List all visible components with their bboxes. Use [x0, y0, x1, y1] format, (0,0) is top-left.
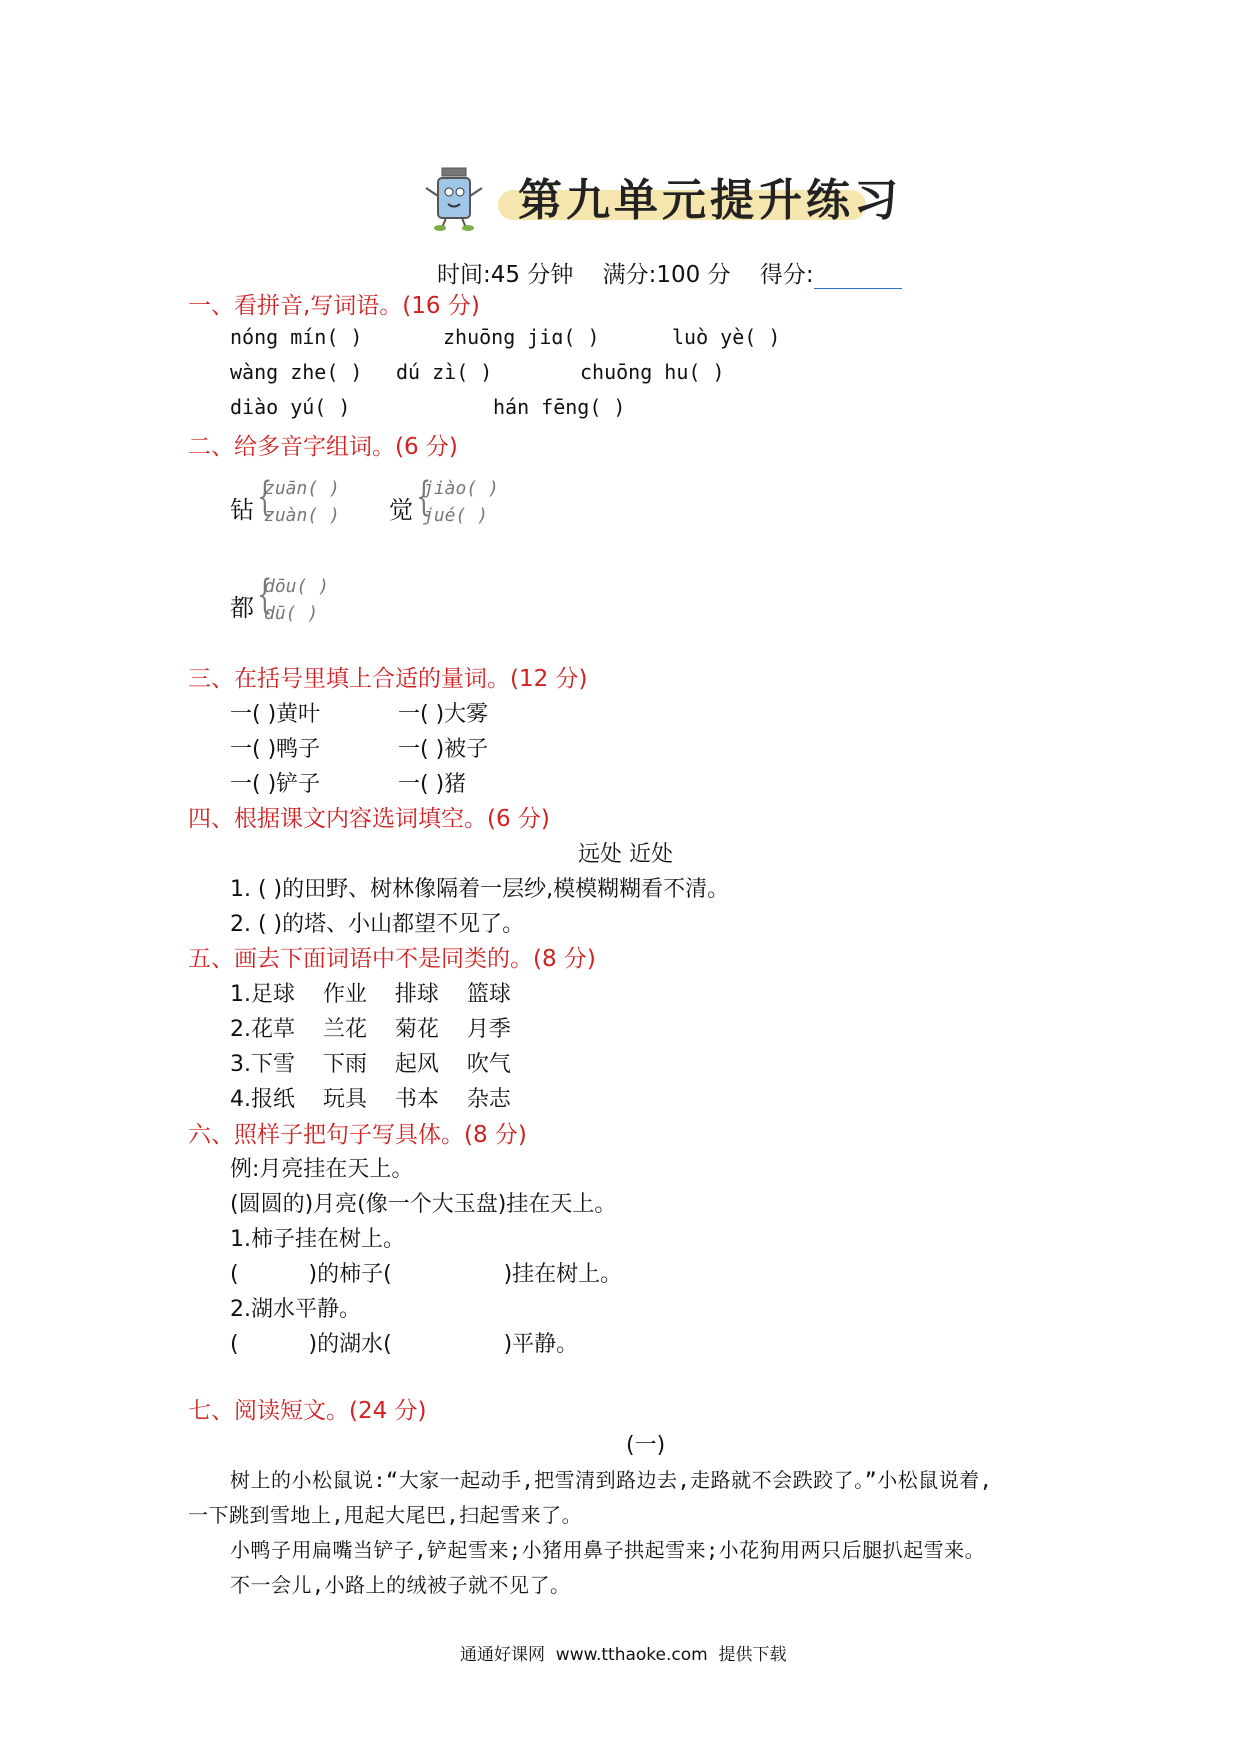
word-group: 2.花草 兰花 菊花 月季 — [230, 1017, 511, 1042]
exam-meta — [437, 256, 924, 289]
section-4-heading: 四、根据课文内容选词填空。(6 分) — [188, 806, 550, 832]
sentence-item: 1.柿子挂在树上。 — [230, 1227, 405, 1252]
page-title: 第九单元提升练习 — [518, 175, 902, 226]
s1-item: zhuōng jiɑ( ) — [443, 325, 600, 349]
s3-item: 一( )鸭子 — [230, 737, 321, 762]
polyphone-pinyin: zuān( ) — [264, 478, 340, 499]
time-label: 时间:45 分钟 — [437, 262, 574, 288]
polyphone-group — [389, 474, 539, 534]
score-label: 得分: — [759, 262, 814, 288]
polyphone-pinyin: jué( ) — [423, 505, 489, 526]
fill-item: 2. ( )的塔、小山都望不见了。 — [230, 912, 525, 937]
title-banner — [420, 158, 902, 238]
sentence-item: 2.湖水平静。 — [230, 1297, 361, 1322]
s1-item: luò yè( ) — [672, 325, 781, 349]
brace-icon: { — [257, 572, 273, 618]
passage-line: 不一会儿,小路上的绒被子就不见了。 — [230, 1573, 571, 1597]
s3-item: 一( )被子 — [398, 737, 489, 762]
example-answer: (圆圆的)月亮(像一个大玉盘)挂在天上。 — [230, 1192, 617, 1217]
word-group: 1.足球 作业 排球 篮球 — [230, 982, 511, 1007]
book-mascot-icon — [420, 162, 490, 232]
polyphone-pinyin: dū( ) — [264, 603, 319, 624]
passage-number: (一) — [626, 1433, 666, 1458]
s3-item: 一( )铲子 — [230, 772, 321, 797]
brace-icon: { — [257, 474, 273, 520]
polyphone-pinyin: dōu( ) — [264, 576, 330, 597]
section-1-heading: 一、看拼音,写词语。(16 分) — [188, 293, 480, 319]
word-bank: 远处 近处 — [578, 842, 673, 867]
s1-item: wàng zhe( ) — [230, 360, 363, 384]
s3-item: 一( )大雾 — [398, 702, 489, 727]
section-5-heading: 五、画去下面词语中不是同类的。(8 分) — [188, 946, 596, 972]
s1-item: diào yú( ) — [230, 395, 351, 419]
polyphone-pinyin: zuàn( ) — [264, 505, 340, 526]
polyphone-pinyin: jiào( ) — [423, 478, 499, 499]
score-blank[interactable] — [814, 266, 902, 289]
section-2-heading: 二、给多音字组词。(6 分) — [188, 434, 458, 460]
polyphone-group — [230, 474, 380, 534]
polyphone-char: 觉 — [389, 496, 413, 524]
s3-item: 一( )黄叶 — [230, 702, 321, 727]
s1-item: dú zì( ) — [396, 360, 493, 384]
full-score-label: 满分:100 分 — [602, 262, 731, 288]
fill-item: 1. ( )的田野、树林像隔着一层纱,模模糊糊看不清。 — [230, 877, 730, 902]
s1-item: chuōng hu( ) — [580, 360, 725, 384]
section-3-heading: 三、在括号里填上合适的量词。(12 分) — [188, 666, 588, 692]
s1-item: nóng mín( ) — [230, 325, 363, 349]
s1-item: hán fēng( ) — [493, 395, 626, 419]
section-6-heading: 六、照样子把句子写具体。(8 分) — [188, 1122, 527, 1148]
polyphone-char: 钻 — [230, 496, 254, 524]
s3-item: 一( )猪 — [398, 772, 467, 797]
example-sentence: 例:月亮挂在天上。 — [230, 1157, 414, 1182]
passage-line: 树上的小松鼠说:“大家一起动手,把雪清到路边去,走路就不会跌跤了。”小松鼠说着, — [230, 1468, 993, 1492]
sentence-blank: ( )的柿子( )挂在树上。 — [230, 1262, 623, 1287]
passage-line: 一下跳到雪地上,甩起大尾巴,扫起雪来了。 — [188, 1503, 583, 1527]
sentence-blank: ( )的湖水( )平静。 — [230, 1332, 579, 1357]
section-7-heading: 七、阅读短文。(24 分) — [188, 1398, 427, 1424]
word-group: 3.下雪 下雨 起风 吹气 — [230, 1052, 511, 1077]
footer-credit: 通通好课网 www.tthaoke.com 提供下载 — [460, 1645, 787, 1665]
polyphone-char: 都 — [230, 594, 254, 622]
polyphone-group — [230, 572, 380, 632]
brace-icon: { — [416, 474, 432, 520]
passage-line: 小鸭子用扁嘴当铲子,铲起雪来;小猪用鼻子拱起雪来;小花狗用两只后腿扒起雪来。 — [230, 1538, 986, 1562]
word-group: 4.报纸 玩具 书本 杂志 — [230, 1087, 511, 1112]
